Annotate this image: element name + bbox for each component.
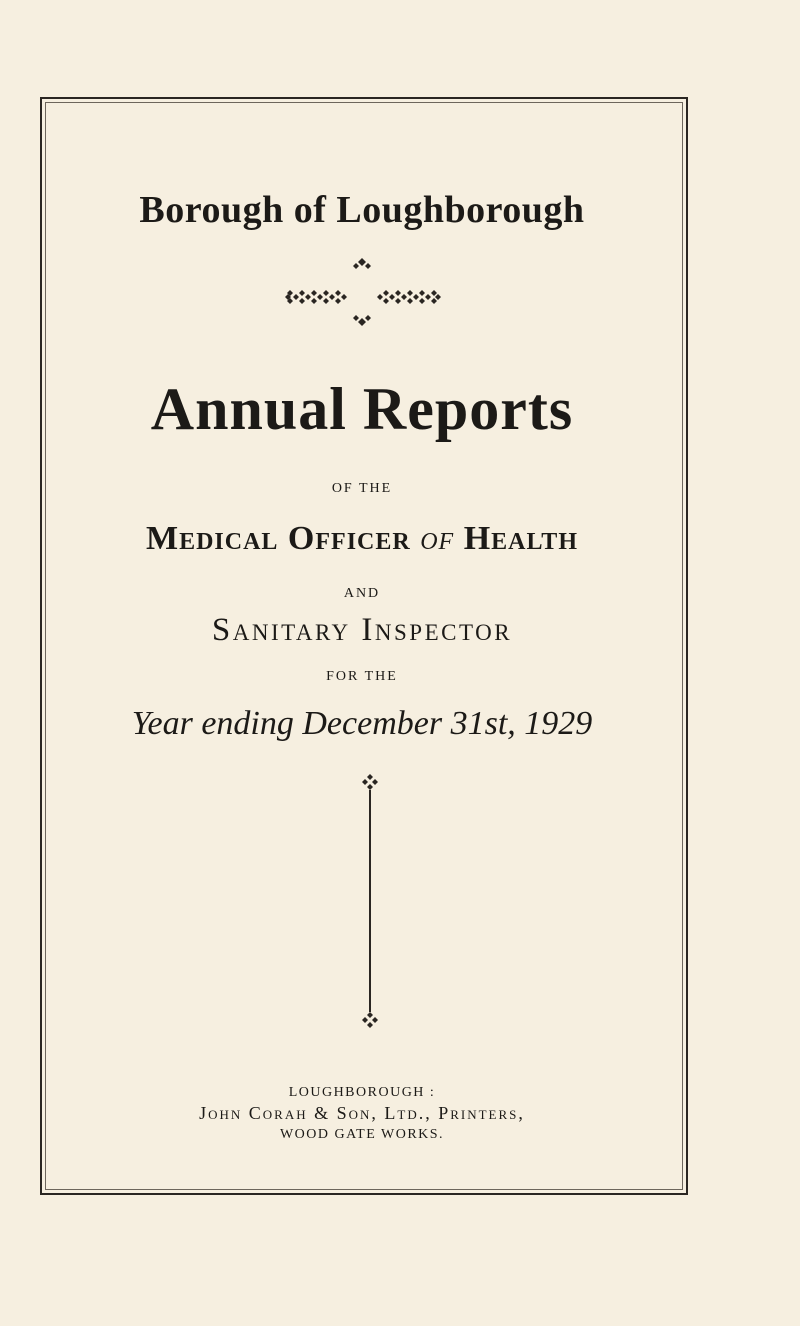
of-italic-text: of <box>420 520 455 557</box>
annual-reports-title: Annual Reports <box>150 376 574 442</box>
medical-officer-text: Medical Officer <box>145 520 411 557</box>
borough-heading: Borough of Loughborough <box>139 189 585 231</box>
imprint-place: LOUGHBOROUGH : <box>288 1085 436 1100</box>
year-ending-line: Year ending December 31st, 1929 <box>131 705 593 742</box>
for-the-label: FOR THE <box>326 669 398 684</box>
and-label: AND <box>343 586 381 601</box>
of-the-label: OF THE <box>331 481 393 496</box>
imprint-works: WOOD GATE WORKS. <box>279 1127 445 1142</box>
medical-officer-heading <box>40 520 684 558</box>
imprint-printer: John Corah & Son, Ltd., Printers, <box>199 1103 525 1123</box>
sanitary-inspector-heading: Sanitary Inspector <box>211 612 513 648</box>
health-text: Health <box>463 520 578 557</box>
decorative-ornament-icon <box>282 258 442 330</box>
vertical-rule-ornament-icon <box>362 774 378 1030</box>
